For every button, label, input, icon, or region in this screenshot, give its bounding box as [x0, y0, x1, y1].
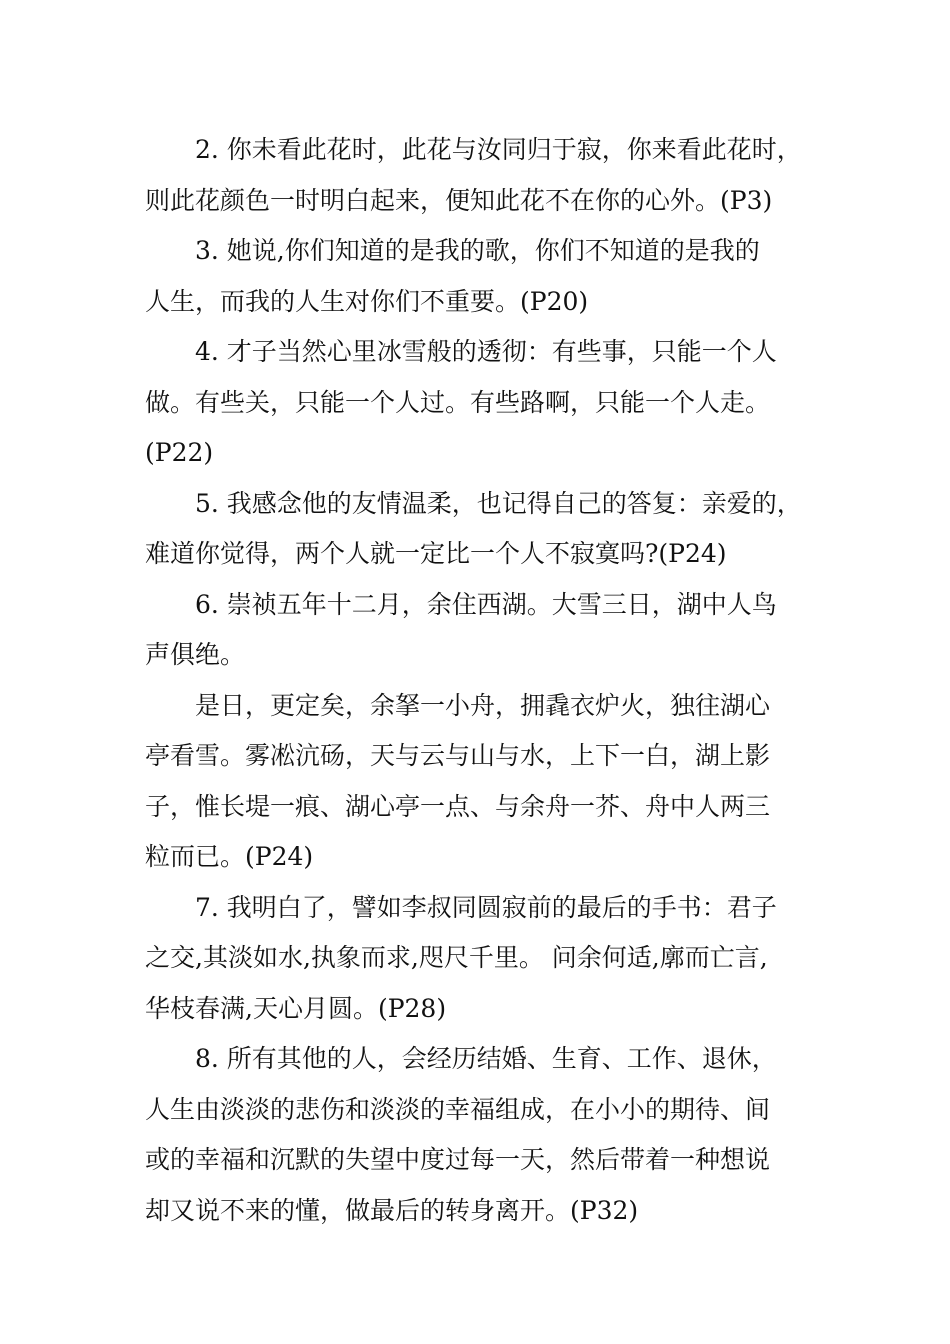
text-line: 之交,其淡如水,执象而求,咫尺千里。 问余何适,廓而亡言, [145, 943, 768, 972]
text-line: 则此花颜色一时明白起来，便知此花不在你的心外。(P3) [145, 185, 773, 215]
text-line: 人生由淡淡的悲伤和淡淡的幸福组成，在小小的期待、间 [145, 1094, 771, 1124]
text-line: 是日，更定矣，余拏一小舟，拥毳衣炉火，独往湖心 [195, 690, 771, 720]
text-line: 5. 我感念他的友情温柔，也记得自己的答复：亲爱的， [195, 488, 802, 518]
text-line: 子，惟长堤一痕、湖心亭一点、与余舟一芥、舟中人两三 [145, 791, 771, 821]
text-line: 华枝春满,天心月圆。(P28) [145, 993, 447, 1023]
text-line: 4. 才子当然心里冰雪般的透彻：有些事，只能一个人 [195, 337, 777, 366]
text-line: 难道你觉得，两个人就一定比一个人不寂寞吗?(P24) [145, 539, 727, 568]
text-line: 7. 我明白了，譬如李叔同圆寂前的最后的手书：君子 [195, 892, 777, 922]
text-line: 粒而已。(P24) [145, 842, 314, 871]
text-line: 却又说不来的懂，做最后的转身离开。(P32) [145, 1195, 639, 1225]
text-line: 3. 她说,你们知道的是我的歌，你们不知道的是我的 [195, 236, 760, 265]
text-line: (P22) [145, 438, 214, 467]
text-line: 8. 所有其他的人，会经历结婚、生育、工作、退休， [195, 1044, 777, 1073]
text-line: 亭看雪。雾凇沆砀，天与云与山与水，上下一白，湖上影 [145, 741, 771, 770]
text-line: 做。有些关，只能一个人过。有些路啊，只能一个人走。 [145, 387, 771, 417]
text-line: 人生，而我的人生对你们不重要。(P20) [145, 286, 589, 316]
text-line: 或的幸福和沉默的失望中度过每一天，然后带着一种想说 [145, 1145, 771, 1174]
text-line: 声俱绝。 [145, 640, 246, 669]
text-line: 6. 崇祯五年十二月，余住西湖。大雪三日，湖中人鸟 [195, 589, 777, 619]
document-page [145, 125, 817, 1236]
text-line: 2. 你未看此花时，此花与汝同归于寂，你来看此花时， [195, 135, 802, 164]
